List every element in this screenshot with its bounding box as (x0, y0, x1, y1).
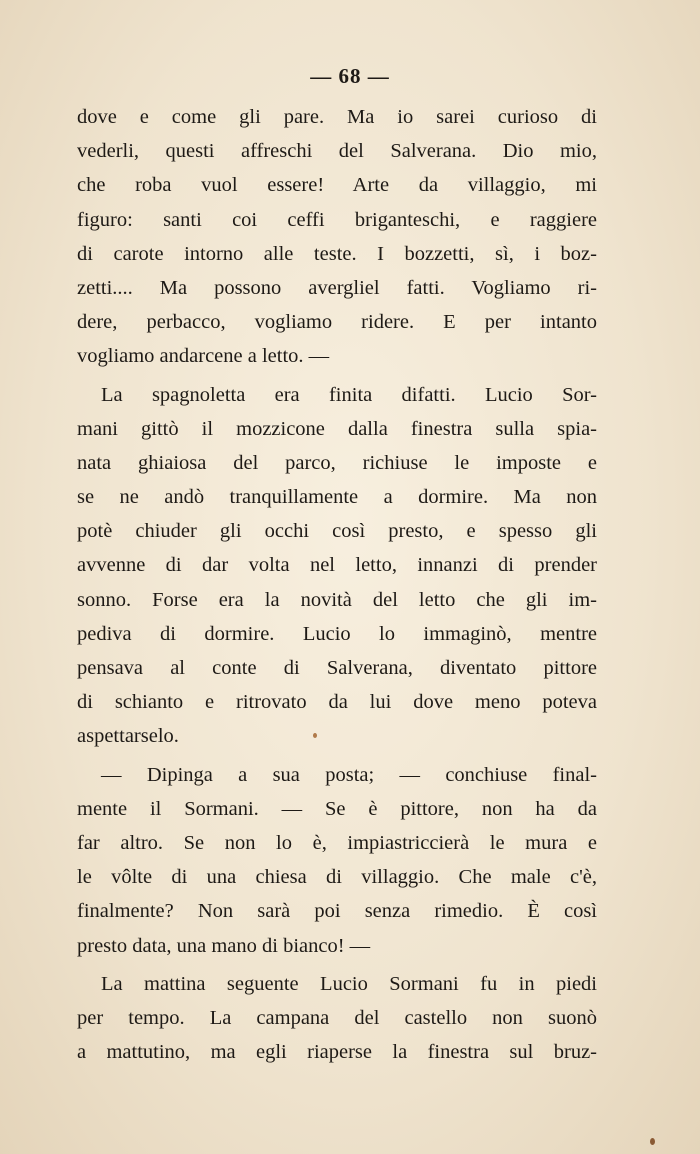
page-number: — 68 — (310, 64, 390, 88)
text-line: che roba vuol essere! Arte da villaggio, mi (77, 174, 597, 197)
text-line: avvenne di dar volta nel letto, innanzi di prender (77, 554, 597, 577)
text-line: zetti.... Ma possono avergliel fatti. Vogliamo ri- (77, 276, 597, 299)
text-line: dove e come gli pare. Ma io sarei curioso di (77, 106, 597, 128)
text-line: per tempo. La campana del castello non suonò (77, 1006, 597, 1029)
paragraph-2 (77, 378, 597, 754)
text-line: finalmente? Non sarà poi senza rimedio. È così (77, 900, 597, 923)
text-line: La spagnoletta era finita difatti. Lucio Sor- (101, 383, 597, 406)
paper-speck (313, 733, 317, 738)
text-line: La mattina seguente Lucio Sormani fu in piedi (101, 972, 597, 995)
text-line: figuro: santi coi ceffi briganteschi, e raggiere (77, 208, 597, 231)
body-text (77, 100, 597, 1069)
paragraph-3 (77, 758, 597, 963)
text-line: mente il Sormani. — Se è pittore, non ha da (77, 797, 597, 820)
paragraph-1 (77, 100, 597, 374)
text-line: di carote intorno alle teste. I bozzetti, sì, i boz- (77, 242, 597, 265)
text-line: dere, perbacco, vogliamo ridere. E per intanto (77, 311, 597, 334)
text-line: sonno. Forse era la novità del letto che gli im- (77, 588, 597, 611)
text-line: a mattutino, ma egli riaperse la finestra sul bruz- (77, 1041, 597, 1064)
text-line: presto data, una mano di bianco! — (77, 934, 371, 957)
text-line: far altro. Se non lo è, impiastriccierà le mura e (77, 831, 597, 854)
text-line: mani gittò il mozzicone dalla finestra sulla spia- (77, 417, 597, 440)
text-line: se ne andò tranquillamente a dormire. Ma non (77, 486, 597, 509)
text-line: vogliamo andarcene a letto. — (77, 345, 330, 368)
text-line: pensava al conte di Salverana, diventato pittore (77, 657, 597, 679)
text-line: le vôlte di una chiesa di villaggio. Che male c'è, (77, 866, 597, 889)
text-line: aspettarselo. (77, 725, 179, 748)
text-line: nata ghiaiosa del parco, richiuse le imposte e (77, 451, 597, 474)
paragraph-4 (77, 967, 597, 1070)
paper-speck (650, 1138, 655, 1145)
text-line: vederli, questi affreschi del Salverana. Dio mio, (77, 140, 597, 163)
text-line: pediva di dormire. Lucio lo immaginò, mentre (77, 622, 597, 645)
text-line: potè chiuder gli occhi così presto, e spesso gli (77, 520, 597, 543)
text-line: — Dipinga a sua posta; — conchiuse final- (101, 763, 597, 786)
text-line: di schianto e ritrovato da lui dove meno poteva (77, 691, 597, 714)
